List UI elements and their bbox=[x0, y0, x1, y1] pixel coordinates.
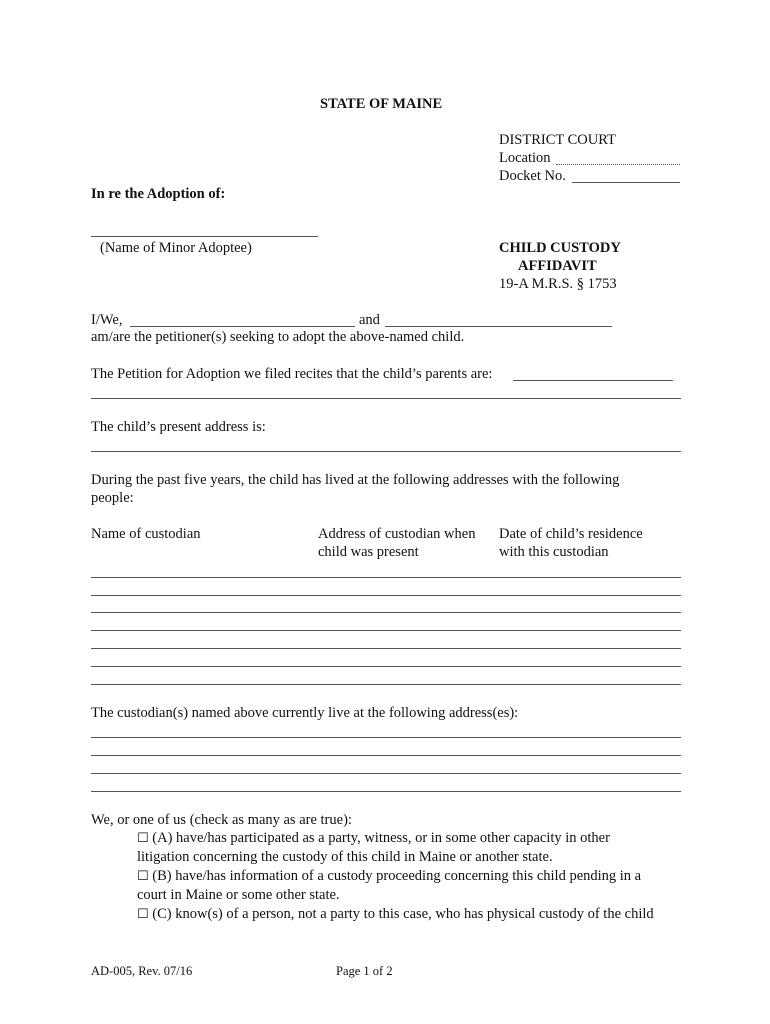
option-b-row bbox=[137, 867, 641, 886]
minor-name-field[interactable] bbox=[91, 236, 318, 237]
current-address-label: The custodian(s) named above currently live at the following address(es): bbox=[91, 705, 519, 721]
history-line[interactable] bbox=[91, 666, 681, 667]
location-label: Location bbox=[499, 150, 551, 166]
form-title-line1: CHILD CUSTODY bbox=[499, 240, 621, 256]
option-c-checkbox[interactable]: ☐ bbox=[137, 907, 149, 922]
address-field[interactable] bbox=[91, 451, 681, 452]
docket-label: Docket No. bbox=[499, 168, 566, 184]
history-line[interactable] bbox=[91, 630, 681, 631]
history-line[interactable] bbox=[91, 612, 681, 613]
location-row bbox=[499, 149, 551, 167]
column-date-1: Date of child’s residence bbox=[499, 526, 643, 542]
petitioner-1-field[interactable] bbox=[130, 326, 355, 327]
option-a-text-2: litigation concerning the custody of this child in Maine or another state. bbox=[137, 849, 553, 865]
current-address-line[interactable] bbox=[91, 773, 681, 774]
petitioner-2-field[interactable] bbox=[385, 326, 612, 327]
minor-name-label: (Name of Minor Adoptee) bbox=[100, 240, 252, 256]
current-address-line[interactable] bbox=[91, 791, 681, 792]
option-a-row bbox=[137, 829, 610, 848]
column-address-1: Address of custodian when bbox=[318, 526, 476, 542]
petitioner-statement: am/are the petitioner(s) seeking to adopt the above-named child. bbox=[91, 329, 465, 345]
petitioner-and: and bbox=[359, 312, 380, 328]
current-address-line[interactable] bbox=[91, 755, 681, 756]
option-a-text: (A) have/has participated as a party, witness, or in some other capacity in other bbox=[152, 830, 610, 846]
option-b-text: (B) have/has information of a custody proceeding concerning this child pending in a bbox=[152, 868, 642, 884]
column-address-2: child was present bbox=[318, 544, 419, 560]
history-line[interactable] bbox=[91, 577, 681, 578]
history-line[interactable] bbox=[91, 648, 681, 649]
history-line[interactable] bbox=[91, 684, 681, 685]
option-a-checkbox[interactable]: ☐ bbox=[137, 831, 149, 846]
form-title-line2: AFFIDAVIT bbox=[518, 258, 597, 274]
history-intro-1: During the past five years, the child has lived at the following addresses with the following bbox=[91, 472, 620, 488]
page-number: Page 1 of 2 bbox=[336, 964, 393, 978]
history-line[interactable] bbox=[91, 595, 681, 596]
court-name: DISTRICT COURT bbox=[499, 132, 616, 148]
state-heading: STATE OF MAINE bbox=[320, 96, 443, 112]
parents-field-1[interactable] bbox=[513, 380, 673, 381]
column-custodian-name: Name of custodian bbox=[91, 526, 201, 542]
in-re-heading: In re the Adoption of: bbox=[91, 186, 226, 202]
statute-reference: 19-A M.R.S. § 1753 bbox=[499, 276, 617, 292]
parents-field-2[interactable] bbox=[91, 398, 681, 399]
location-field[interactable] bbox=[556, 164, 680, 165]
address-label: The child’s present address is: bbox=[91, 419, 266, 435]
option-b-text-2: court in Maine or some other state. bbox=[137, 887, 340, 903]
option-b-checkbox[interactable]: ☐ bbox=[137, 869, 149, 884]
parents-label: The Petition for Adoption we filed recites that the child’s parents are: bbox=[91, 366, 493, 382]
column-date-2: with this custodian bbox=[499, 544, 609, 560]
checks-intro: We, or one of us (check as many as are true): bbox=[91, 812, 352, 828]
history-intro-2: people: bbox=[91, 490, 134, 506]
docket-field[interactable] bbox=[572, 182, 680, 183]
option-c-text: (C) know(s) of a person, not a party to this case, who has physical custody of the child bbox=[152, 906, 654, 922]
petitioner-prefix: I/We, bbox=[91, 312, 123, 328]
form-id: AD-005, Rev. 07/16 bbox=[91, 964, 193, 978]
option-c-row bbox=[137, 905, 654, 924]
current-address-line[interactable] bbox=[91, 737, 681, 738]
